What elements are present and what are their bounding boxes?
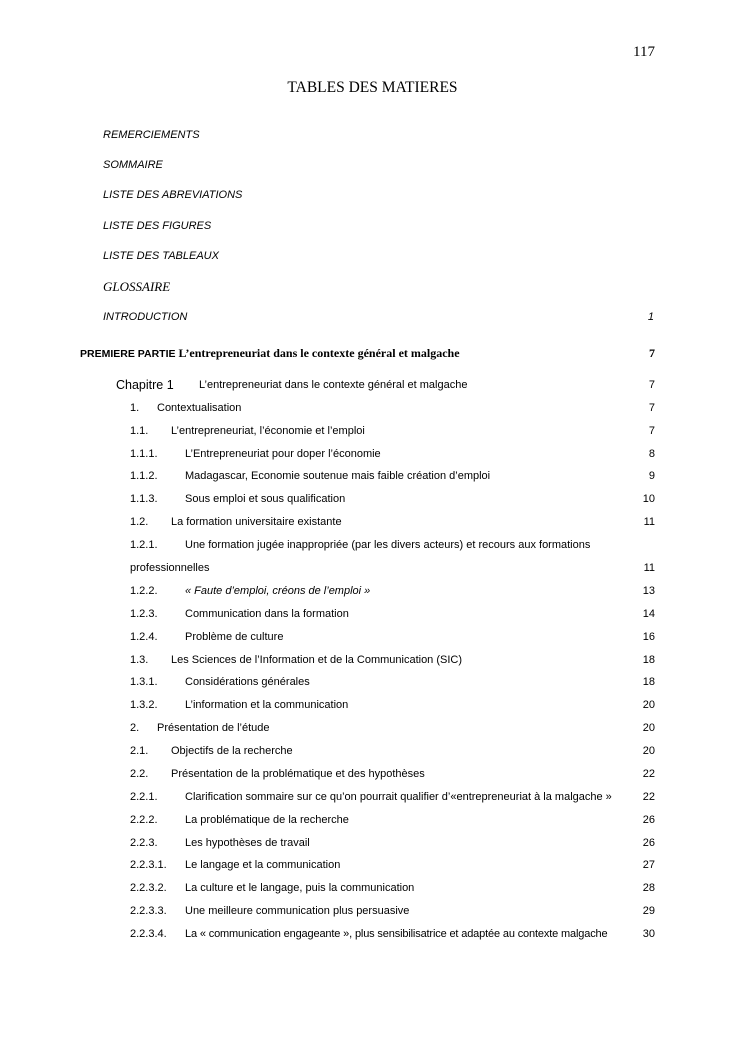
- toc-entry[interactable]: [130, 537, 655, 553]
- toc-entry-num: 1.2.3.: [130, 608, 158, 620]
- toc-entry-page: 7: [648, 402, 655, 414]
- toc-entry-title: Le langage et la communication: [185, 859, 341, 871]
- toc-entry[interactable]: [130, 468, 655, 484]
- toc-front-figures[interactable]: LISTE DES FIGURES: [103, 220, 212, 232]
- toc-entry[interactable]: [130, 835, 655, 851]
- toc-chapter-title: L’entrepreneuriat dans le contexte général et malgache: [199, 379, 468, 391]
- toc-chapter-page: 7: [648, 379, 655, 391]
- toc-entry[interactable]: [130, 446, 655, 462]
- toc-entry-num: 2.: [130, 722, 140, 734]
- document-title: TABLES DES MATIERES: [287, 79, 458, 96]
- toc-entry-page: 20: [642, 699, 655, 711]
- toc-entry-title: Sous emploi et sous qualification: [185, 493, 346, 505]
- toc-entry-page: 11: [643, 516, 655, 528]
- toc-entry-page: 18: [642, 676, 655, 688]
- toc-entry-page: 22: [642, 791, 655, 803]
- toc-entry[interactable]: [130, 514, 655, 530]
- toc-entry-page: 8: [648, 448, 655, 460]
- toc-entry-page: 27: [642, 859, 655, 871]
- toc-entry-num: 1.: [130, 402, 140, 414]
- toc-entry[interactable]: [130, 400, 655, 416]
- toc-entry[interactable]: [130, 720, 655, 736]
- toc-entry-num: 2.2.3.4.: [130, 928, 167, 940]
- toc-entry[interactable]: [130, 857, 655, 873]
- toc-entry[interactable]: [130, 880, 655, 896]
- toc-entry-title: La « communication engageante », plus sensibilisatrice et adaptée au contexte malgache: [185, 928, 608, 940]
- toc-entry-num: 1.2.1.: [130, 539, 158, 551]
- toc-entry[interactable]: [130, 926, 655, 942]
- toc-entry-num: 2.2.3.2.: [130, 882, 167, 894]
- toc-entry-title: Une formation jugée inappropriée (par les divers acteurs) et recours aux formations: [185, 539, 591, 551]
- toc-entry-num: 2.2.2.: [130, 814, 158, 826]
- toc-entry-title: L’information et la communication: [185, 699, 349, 711]
- toc-entry-title: Présentation de la problématique et des hypothèses: [171, 768, 425, 780]
- toc-entry-num: 1.3.2.: [130, 699, 158, 711]
- toc-entry-page: 13: [642, 585, 655, 597]
- toc-entry[interactable]: [130, 423, 655, 439]
- toc-front-introduction-page: 1: [647, 311, 654, 323]
- toc-entry-title: L’entrepreneuriat, l’économie et l’emploi: [171, 425, 365, 437]
- toc-entry-title: Présentation de l’étude: [157, 722, 270, 734]
- toc-entry-page: 11: [643, 562, 655, 574]
- toc-entry-title: « Faute d’emploi, créons de l’emploi »: [185, 585, 371, 597]
- toc-entry-num: 1.2.4.: [130, 631, 158, 643]
- toc-entry-num: 2.2.1.: [130, 791, 158, 803]
- toc-part-title: L’entrepreneuriat dans le contexte général et malgache: [178, 346, 460, 360]
- toc-entry-num: 1.3.: [130, 654, 149, 666]
- page-number: 117: [633, 44, 655, 60]
- toc-entry-page: 10: [642, 493, 655, 505]
- toc-entry[interactable]: [130, 766, 655, 782]
- toc-entry[interactable]: [130, 697, 655, 713]
- toc-entry-continuation[interactable]: [130, 560, 655, 576]
- toc-entry-page: 29: [642, 905, 655, 917]
- toc-entry-page: 7: [648, 425, 655, 437]
- toc-chapter-num: Chapitre 1: [116, 378, 174, 392]
- toc-entry-page: 30: [642, 928, 655, 940]
- toc-entry-num: 1.1.2.: [130, 470, 158, 482]
- toc-front-tableaux[interactable]: LISTE DES TABLEAUX: [103, 250, 219, 262]
- toc-entry[interactable]: [130, 491, 655, 507]
- toc-entry-title: Communication dans la formation: [185, 608, 349, 620]
- toc-entry[interactable]: [130, 812, 655, 828]
- toc-entry[interactable]: [130, 903, 655, 919]
- toc-entry-page: 22: [642, 768, 655, 780]
- toc-entry-title: La formation universitaire existante: [171, 516, 342, 528]
- toc-entry-title: Problème de culture: [185, 631, 284, 643]
- toc-entry-num: 1.1.: [130, 425, 149, 437]
- toc-entry-title: La culture et le langage, puis la communication: [185, 882, 415, 894]
- toc-entry[interactable]: [130, 606, 655, 622]
- toc-entry-title: L’Entrepreneuriat pour doper l’économie: [185, 448, 381, 460]
- toc-entry-page: 26: [642, 837, 655, 849]
- toc-entry-page: 18: [642, 654, 655, 666]
- toc-entry-title: Une meilleure communication plus persuasive: [185, 905, 410, 917]
- toc-entry[interactable]: [130, 652, 655, 668]
- toc-entry-page: 26: [642, 814, 655, 826]
- toc-front-remerciements[interactable]: REMERCIEMENTS: [103, 129, 200, 141]
- toc-front-abreviations[interactable]: LISTE DES ABREVIATIONS: [103, 189, 243, 201]
- toc-entry[interactable]: [130, 789, 655, 805]
- toc-front-glossaire[interactable]: GLOSSAIRE: [103, 279, 171, 294]
- toc-entry[interactable]: [130, 629, 655, 645]
- toc-entry-num: 2.2.3.3.: [130, 905, 167, 917]
- toc-front-introduction[interactable]: INTRODUCTION: [103, 311, 188, 323]
- toc-entry-num: 1.3.1.: [130, 676, 158, 688]
- toc-entry[interactable]: [130, 583, 655, 599]
- toc-front-sommaire[interactable]: SOMMAIRE: [103, 159, 163, 171]
- toc-entry-num: 2.2.3.: [130, 837, 158, 849]
- toc-part[interactable]: [80, 346, 655, 362]
- toc-entry-title: Les Sciences de l’Information et de la Communication (SIC): [171, 654, 463, 666]
- toc-chapter[interactable]: [116, 377, 655, 393]
- toc-entry-num: 2.1.: [130, 745, 149, 757]
- toc-entry-page: 16: [642, 631, 655, 643]
- toc-entry-num: 1.2.2.: [130, 585, 158, 597]
- toc-entry-title: La problématique de la recherche: [185, 814, 349, 826]
- toc-entry-num: 2.2.3.1.: [130, 859, 167, 871]
- toc-part-page: 7: [649, 346, 655, 360]
- toc-entry-title: Objectifs de la recherche: [171, 745, 293, 757]
- toc-entry-title: Contextualisation: [157, 402, 242, 414]
- toc-entry-page: 20: [642, 722, 655, 734]
- toc-entry[interactable]: [130, 743, 655, 759]
- toc-entry-page: 9: [648, 470, 655, 482]
- toc-entry-title-cont: professionnelles: [130, 562, 210, 574]
- toc-entry-num: 2.2.: [130, 768, 149, 780]
- toc-entry-page: 14: [642, 608, 655, 620]
- toc-entry-num: 1.2.: [130, 516, 149, 528]
- toc-entry-page: 28: [642, 882, 655, 894]
- toc-entry-num: 1.1.3.: [130, 493, 158, 505]
- toc-entry-page: 20: [642, 745, 655, 757]
- toc-entry[interactable]: [130, 674, 655, 690]
- toc-entry-title: Les hypothèses de travail: [185, 837, 310, 849]
- toc-entry-title: Clarification sommaire sur ce qu’on pourrait qualifier d’«entrepreneuriat à la malgache »: [185, 791, 612, 803]
- toc-entry-title: Considérations générales: [185, 676, 310, 688]
- toc-entry-title: Madagascar, Economie soutenue mais faible création d’emploi: [185, 470, 491, 482]
- toc-entry-num: 1.1.1.: [130, 448, 158, 460]
- toc-part-label: PREMIERE PARTIE: [80, 348, 176, 360]
